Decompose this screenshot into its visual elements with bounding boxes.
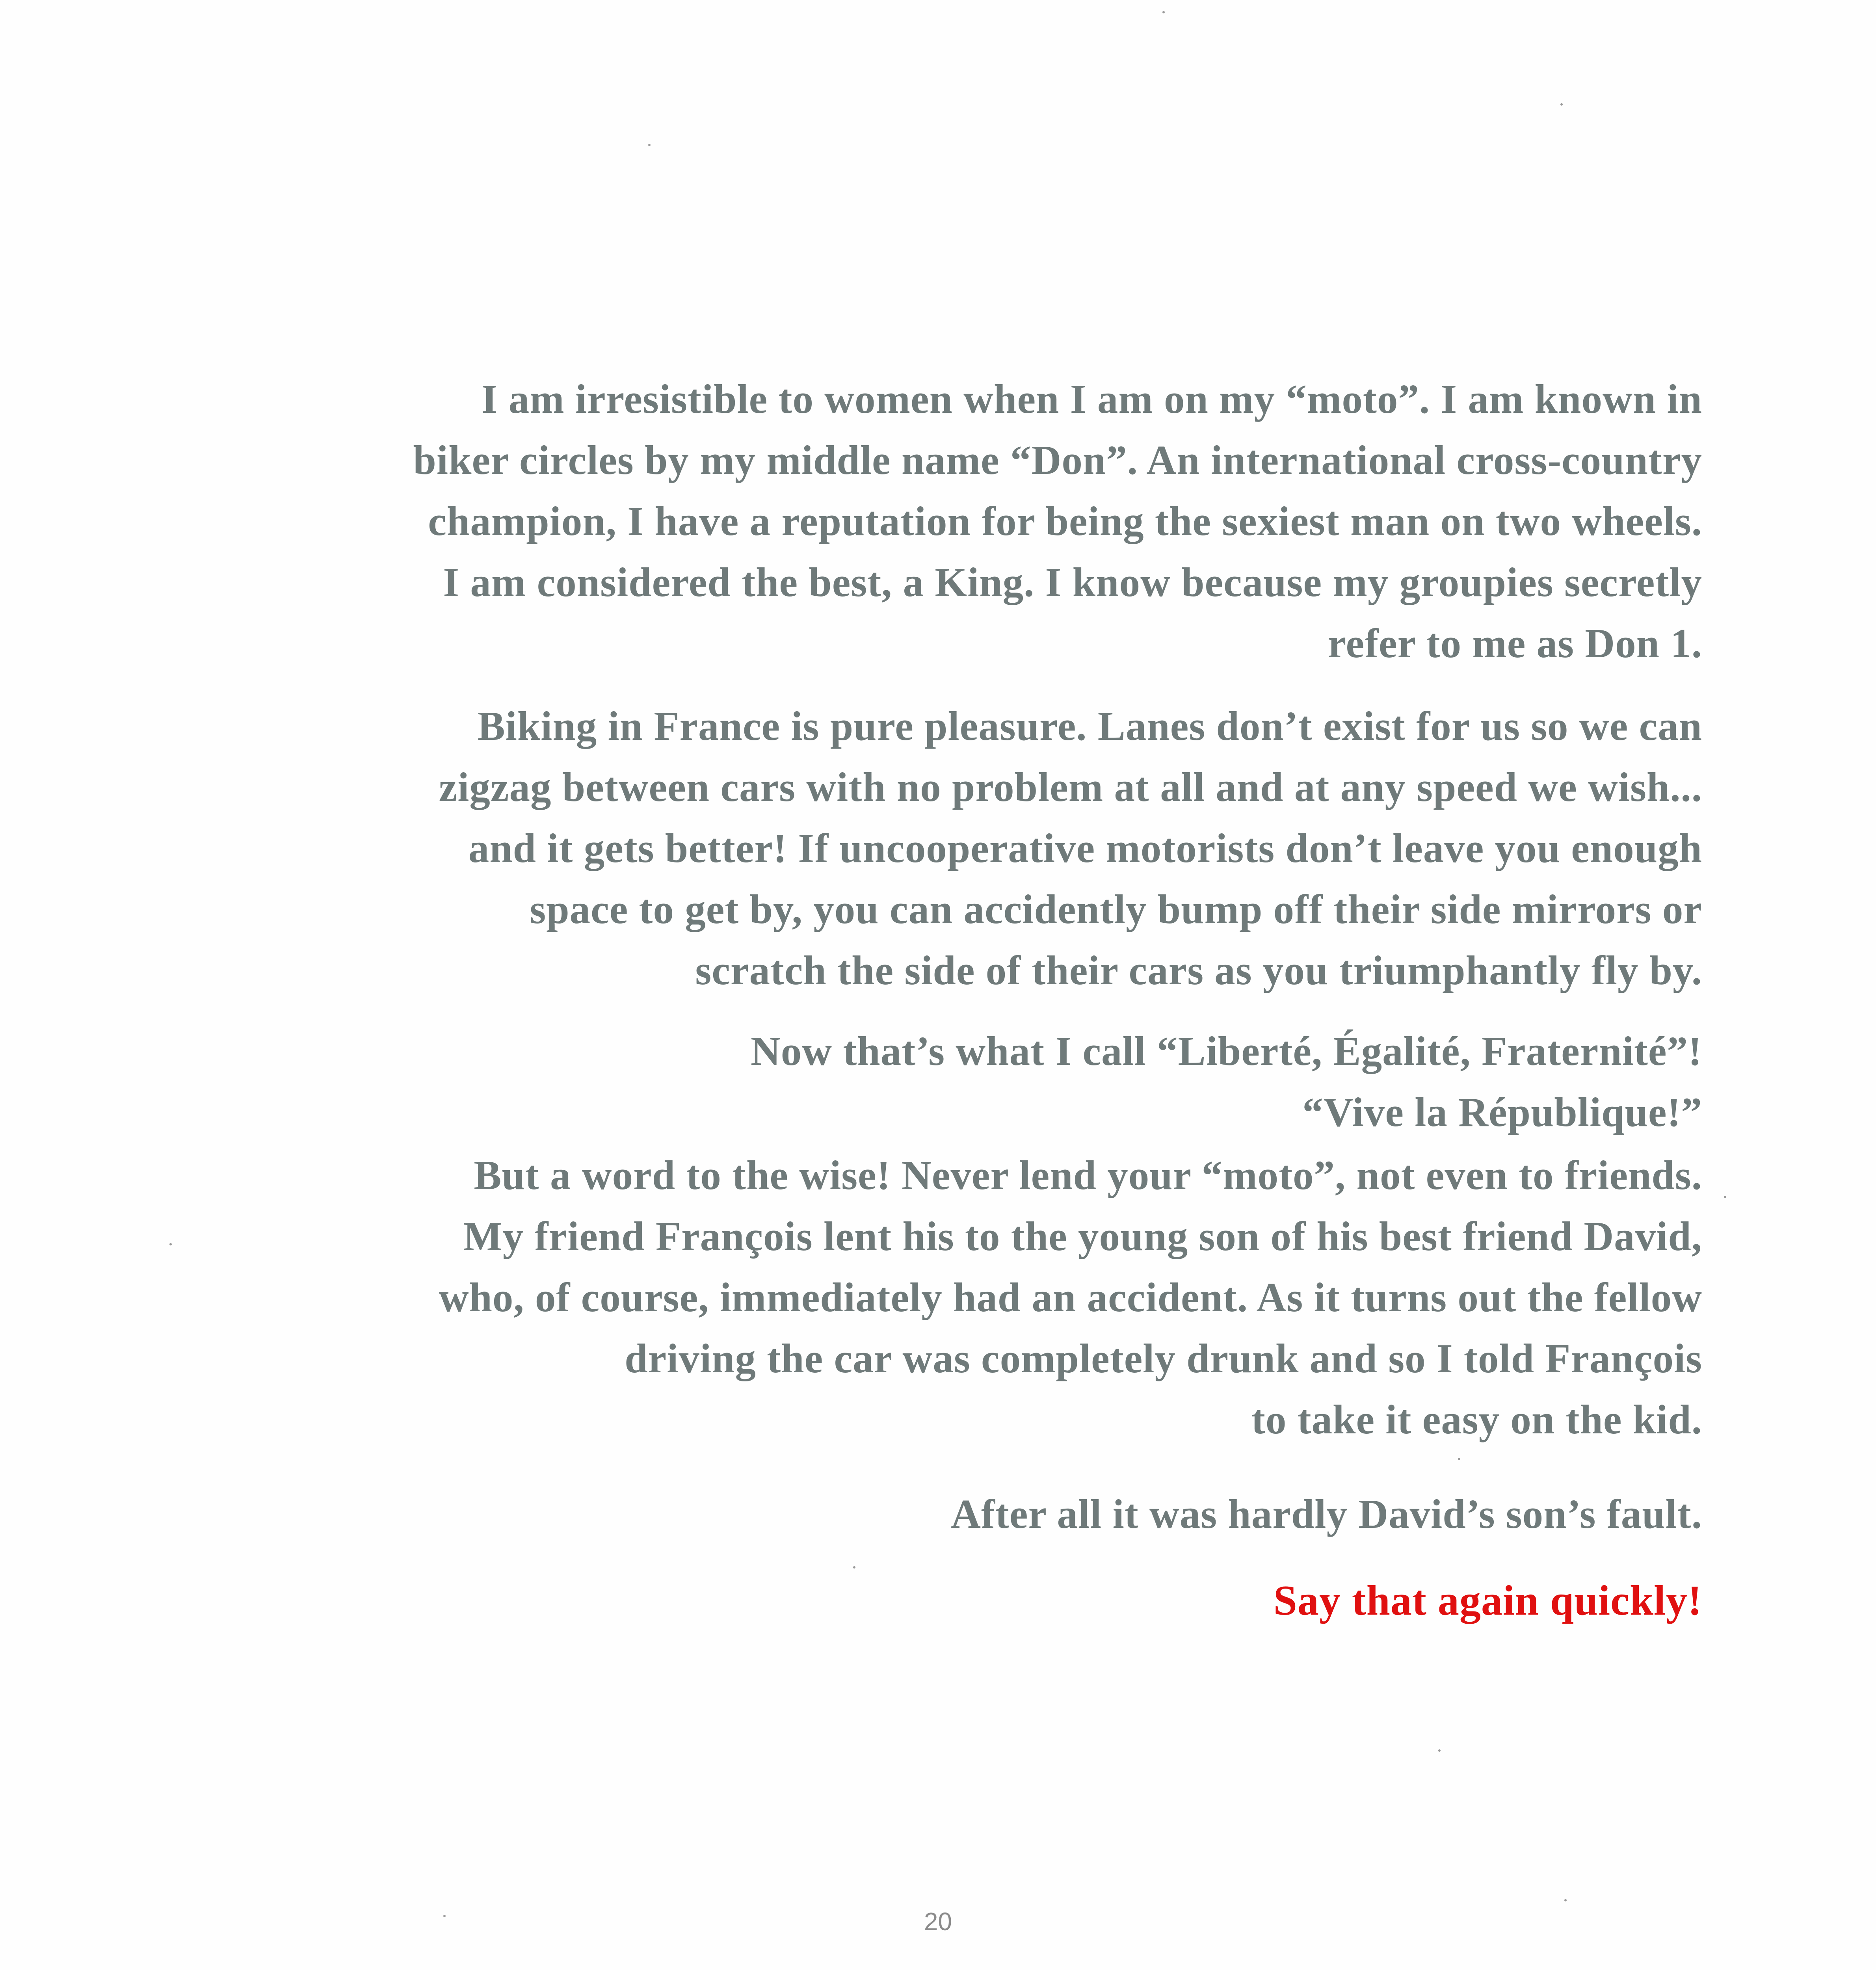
scan-speck [1724,1196,1726,1198]
paragraph-liberte [150,1020,1702,1143]
text-line: I am irresistible to women when I am on my “moto”. I am known in [481,376,1702,422]
scan-speck [1560,103,1563,106]
text-line: My friend François lent his to the young son of his best friend David, [463,1213,1702,1259]
text-line: I am considered the best, a King. I know because my groupies secretly [443,559,1702,605]
text-line: and it gets better! If uncooperative motorists don’t leave you enough [468,825,1702,871]
scan-speck [1438,1749,1441,1752]
text-line: scratch the side of their cars as you triumphantly fly by. [695,947,1702,993]
text-line: champion, I have a reputation for being the sexiest man on two wheels. [428,498,1702,544]
text-line: biker circles by my middle name “Don”. An international cross-country [413,437,1702,483]
scan-speck [1458,1458,1460,1460]
text-line: driving the car was completely drunk and so I told François [625,1335,1702,1381]
text-line: After all it was hardly David’s son’s fault. [951,1491,1702,1537]
paragraph-word-to-wise [150,1145,1702,1450]
paragraph-after-all [150,1483,1702,1544]
text-line: Biking in France is pure pleasure. Lanes don’t exist for us so we can [477,703,1702,749]
punchline-text [150,1570,1702,1631]
page-number: 20 [924,1907,952,1936]
paragraph-biking-france [150,695,1702,1001]
text-line: Say that again quickly! [1273,1577,1702,1624]
text-line: Now that’s what I call “Liberté, Égalité, Fraternité”! [750,1028,1702,1074]
text-line: “Vive la République!” [1302,1089,1702,1135]
paragraph-moto-intro [150,368,1702,674]
scan-speck [648,144,651,146]
text-line: refer to me as Don 1. [1328,620,1702,666]
scan-speck [169,1243,172,1245]
text-line: who, of course, immediately had an accident. As it turns out the fellow [439,1274,1702,1320]
text-line: space to get by, you can accidently bump off their side mirrors or [530,886,1702,932]
scan-speck [1162,11,1165,13]
text-line: to take it easy on the kid. [1251,1396,1702,1442]
scan-speck [1564,1899,1567,1901]
text-line: But a word to the wise! Never lend your “moto”, not even to friends. [474,1152,1702,1198]
text-line: zigzag between cars with no problem at all and at any speed we wish... [439,764,1702,810]
scan-speck [443,1915,446,1917]
scan-speck [853,1566,855,1569]
